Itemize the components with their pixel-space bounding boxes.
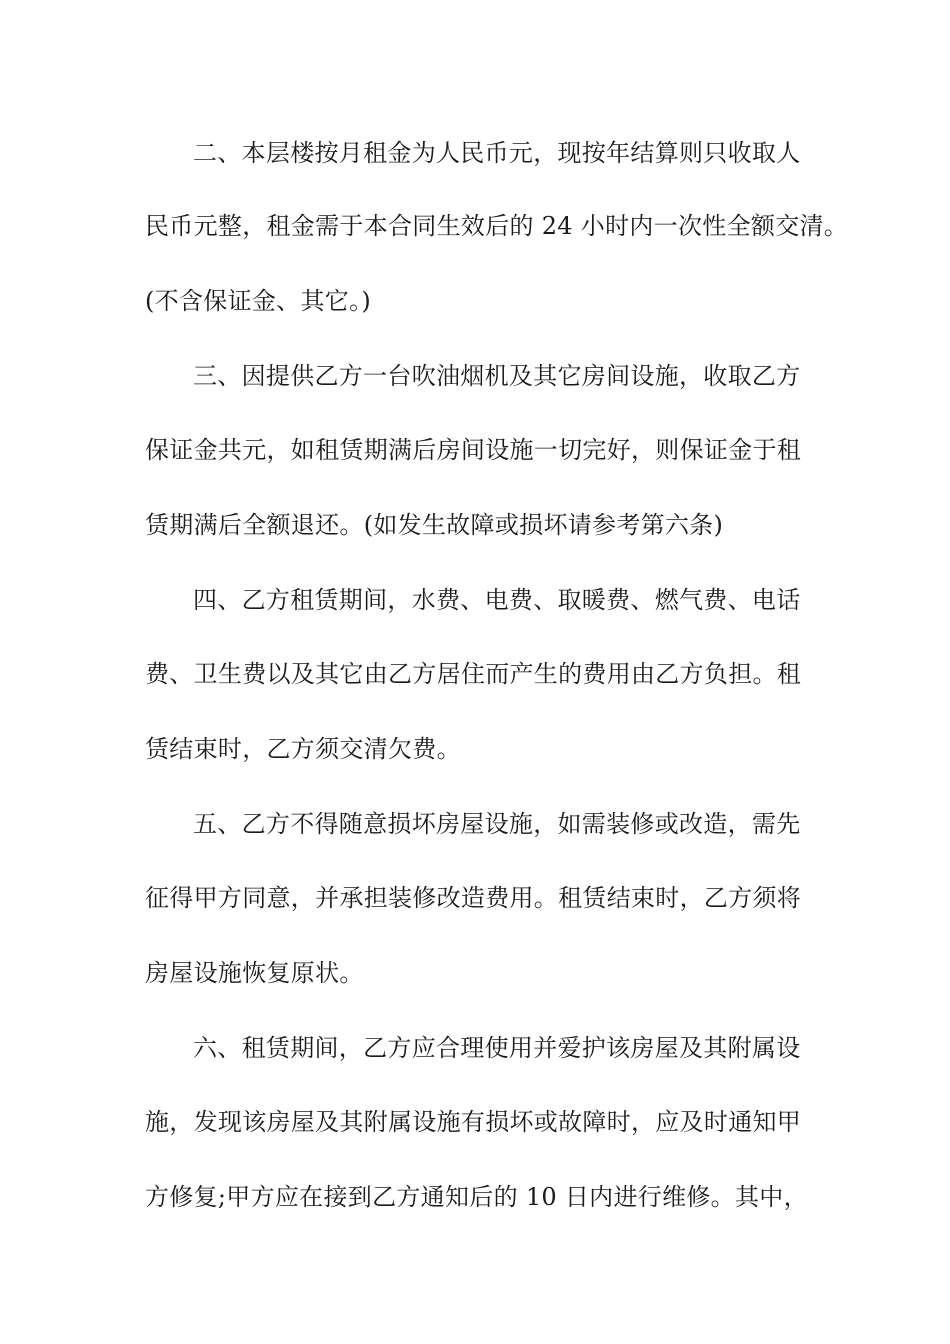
clause-3-line-1: 三、因提供乙方一台吹油烟机及其它房间设施，收取乙方 [193,362,801,390]
clause-5-line-1: 五、乙方不得随意损坏房屋设施，如需装修或改造，需先 [193,810,801,838]
clause-2-line-1: 二、本层楼按月租金为人民币元，现按年结算则只收取人 [193,139,801,167]
clause-4-line-3: 赁结束时，乙方须交清欠费。 [145,735,461,763]
clause-4-line-1: 四、乙方租赁期间，水费、电费、取暖费、燃气费、电话 [193,586,801,614]
clause-2-line-2: 民币元整，租金需于本合同生效后的 24 小时内一次性全额交清。 [145,212,849,240]
clause-6-line-2: 施，发现该房屋及其附属设施有损坏或故障时，应及时通知甲 [145,1108,802,1136]
clause-3-line-2: 保证金共元，如租赁期满后房间设施一切完好，则保证金于租 [145,436,802,464]
clause-6-line-3: 方修复;甲方应在接到乙方通知后的 10 日内进行维修。其中， [145,1183,808,1211]
clause-4-line-2: 费、卫生费以及其它由乙方居住而产生的费用由乙方负担。租 [145,660,802,688]
clause-3-line-3: 赁期满后全额退还。(如发生故障或损坏请参考第六条) [145,511,724,539]
clause-6-line-1: 六、租赁期间，乙方应合理使用并爱护该房屋及其附属设 [193,1034,801,1062]
clause-2-line-3: (不含保证金、其它。) [145,287,372,315]
clause-5-line-3: 房屋设施恢复原状。 [145,959,364,987]
clause-5-line-2: 征得甲方同意，并承担装修改造费用。租赁结束时，乙方须将 [145,884,802,912]
